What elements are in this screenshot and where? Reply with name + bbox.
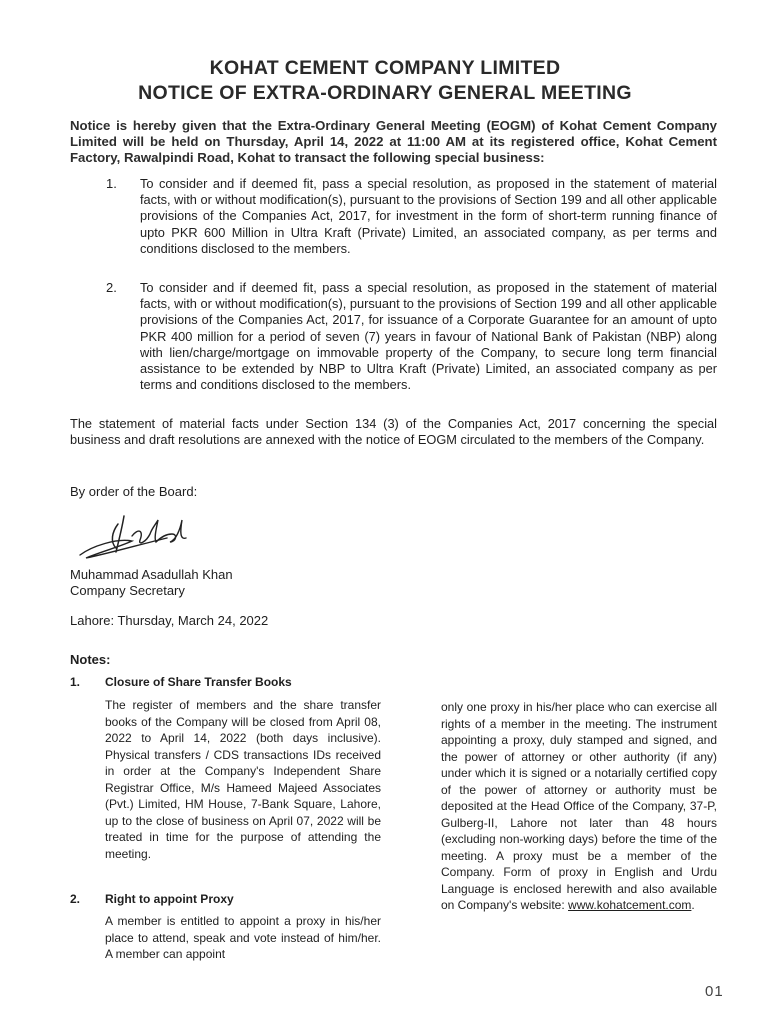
note-heading: Right to appoint Proxy xyxy=(105,892,234,906)
statement-paragraph: The statement of material facts under Section 134 (3) of the Companies Act, 2017 concerning the special business and draft resolutions are annexed with the notice of EOGM circulated to the members of the Company. xyxy=(70,416,717,448)
business-item-text: To consider and if deemed fit, pass a special resolution, as proposed in the statement of material facts, with or without modification(s), pursuant to the provisions of Section 199 and all other applicable provisions of the Companies Act, 2017, for issuance of a Corporate Guarantee for an amount of upto PKR 400 million for a period of seven (7) years in favour of National Bank of Pakistan (NBP) along with lien/charge/mortgage on immovable property of the Company, to secure long term financial assistance to be extended by NBP to Ultra Kraft (Private) Limited, an associated company as per terms and conditions disclosed to the members. xyxy=(140,280,717,393)
website-link[interactable]: www.kohatcement.com xyxy=(568,898,692,912)
signature-image xyxy=(72,508,202,564)
note-end-punctuation: . xyxy=(691,898,695,912)
page-number: 01 xyxy=(705,983,724,1000)
signatory-name: Muhammad Asadullah Khan xyxy=(70,567,233,582)
signatory-title: Company Secretary xyxy=(70,583,185,598)
notice-title: NOTICE OF EXTRA-ORDINARY GENERAL MEETING xyxy=(138,82,632,104)
note-continued-text: only one proxy in his/her place who can exercise all rights of a member in the meeting. The instrument appointing a proxy, duly stamped and signed, and the power of attorney or other authority (if any) under which it is signed or a notarially certified copy of the power of attorney or authority must be deposited at the Head Office of the Company, 37-P, Gulberg-II, Lahore not later than 48 hours (excluding non-working days) before the time of the meeting. A proxy must be a member of the Company. Form of proxy in English and Urdu Language is enclosed herewith and also available on Company's website: xyxy=(441,700,717,912)
note-text: The register of members and the share transfer books of the Company will be closed from April 08, 2022 to April 14, 2022 (both days inclusive). Physical transfers / CDS transactions IDs received in order at the Company's Independent Share Registrar Office, M/s Hameed Majeed Associates (Pvt.) Limited, HM House, 7-Bank Square, Lahore, up to the close of business on April 07, 2022 will be treated in time for the purpose of attending the meeting. xyxy=(105,698,381,861)
notes-heading: Notes: xyxy=(70,652,111,667)
business-item-number: 1. xyxy=(106,176,117,191)
business-item-text: To consider and if deemed fit, pass a special resolution, as proposed in the statement of material facts, with or without modification(s), pursuant to the provisions of Section 199 and all other applicable provisions of the Companies Act, 2017, for investment in the form of short-term running finance of upto PKR 600 Million in Ultra Kraft (Private) Limited, an associated company, as per terms and conditions disclosed to the members. xyxy=(140,176,717,256)
note-text: A member is entitled to appoint a proxy in his/her place to attend, speak and vote instead of him/her. A member can appoint xyxy=(105,914,381,961)
note-text-continued xyxy=(441,699,717,914)
note-heading: Closure of Share Transfer Books xyxy=(105,675,292,689)
place-date: Lahore: Thursday, March 24, 2022 xyxy=(70,613,269,628)
company-title: KOHAT CEMENT COMPANY LIMITED xyxy=(209,57,561,79)
note-number: 1. xyxy=(70,675,81,689)
by-order-label: By order of the Board: xyxy=(70,484,198,499)
note-number: 2. xyxy=(70,892,81,906)
business-item-number: 2. xyxy=(106,280,117,295)
intro-paragraph: Notice is hereby given that the Extra-Ordinary General Meeting (EOGM) of Kohat Cement Company Limited will be held on Thursday, April 14, 2022 at 11:00 AM at its registered office, Kohat Cement Factory, Rawalpindi Road, Kohat to transact the following special business: xyxy=(70,118,717,166)
